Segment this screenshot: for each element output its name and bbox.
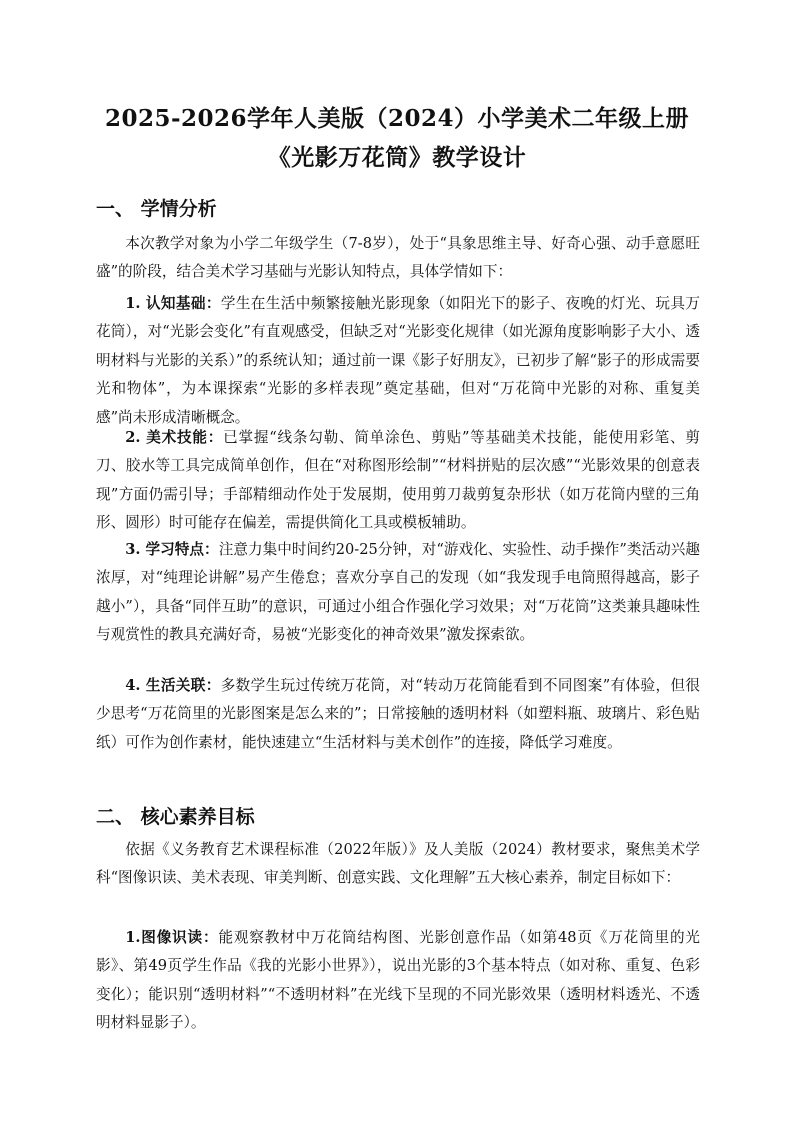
document-title-line-1: 2025-2026学年人美版（2024）小学美术二年级上册 [104, 105, 690, 132]
learner-analysis-item-learning-traits [96, 536, 700, 650]
section-heading-core-literacy-goals: 二、 核心素养目标 [96, 806, 255, 828]
item-label: 2. 美术技能： [125, 429, 224, 446]
item-label: 4. 生活关联： [125, 677, 221, 694]
core-literacy-intro: 依据《义务教育艺术课程标准（2022年版）》及人美版（2024）教材要求，聚焦美术学科“图像识读、美术表现、审美判断、创意实践、文化理解”五大核心素养，制定目标如下： [96, 841, 700, 887]
document-title-line-2: 《光影万花筒》教学设计 [267, 144, 527, 171]
item-text: 已掌握“线条勾勒、简单涂色、剪贴”等基础美术技能，能使用彩笔、剪刀、胶水等工具完成简单创作，但在“对称图形绘制”“材料拼贴的层次感”“光影效果的创意表现”方面仍需引导；手部精细动作处于发展期，使用剪刀裁剪复杂形状（如万花筒内壁的三角形、圆形）时可能存在偏差，需提供简化工具或模板辅助。 [96, 429, 700, 532]
item-label: 3. 学习特点： [125, 541, 219, 558]
item-text: 能观察教材中万花筒结构图、光影创意作品（如第48页《万花筒里的光影》、第49页学生作品《我的光影小世界》），说出光影的3个基本特点（如对称、重复、色彩变化）；能识别“透明材料”“不透明材料”在光线下呈现的不同光影效果（透明材料透光、不透明材料显影子）。 [96, 929, 700, 1032]
item-label: 1.图像识读： [125, 929, 219, 946]
learner-analysis-item-art-skills [96, 424, 700, 538]
item-label: 1. 认知基础： [125, 295, 221, 312]
learner-analysis-item-life-connection [96, 672, 700, 757]
learner-analysis-item-cognitive [96, 290, 700, 432]
item-text: 多数学生玩过传统万花筒，对“转动万花筒能看到不同图案”有体验，但很少思考“万花筒里的光影图案是怎么来的”；日常接触的透明材料（如塑料瓶、玻璃片、彩色贴纸）可作为创作素材，能快速建立“生活材料与美术创作”的连接，降低学习难度。 [96, 677, 700, 751]
learner-analysis-intro: 本次教学对象为小学二年级学生（7-8岁），处于“具象思维主导、好奇心强、动手意愿旺盛”的阶段，结合美术学习基础与光影认知特点，具体学情如下： [96, 235, 700, 281]
core-literacy-item-image-reading [96, 924, 700, 1038]
item-text: 学生在生活中频繁接触光影现象（如阳光下的影子、夜晚的灯光、玩具万花筒），对“光影会变化”有直观感受，但缺乏对“光影变化规律（如光源角度影响影子大小、透明材料与光影的关系）”的系统认知；通过前一课《影子好朋友》，已初步了解“影子的形成需要光和物体”，为本课探索“光影的多样表现”奠定基础，但对“万花筒中光影的对称、重复美感”尚未形成清晰概念。 [96, 295, 700, 426]
item-text: 注意力集中时间约20-25分钟，对“游戏化、实验性、动手操作”类活动兴趣浓厚，对“纯理论讲解”易产生倦怠；喜欢分享自己的发现（如“我发现手电筒照得越高，影子越小”），具备“同伴互助”的意识，可通过小组合作强化学习效果；对“万花筒”这类兼具趣味性与观赏性的教具充满好奇，易被“光影变化的神奇效果”激发探索欲。 [96, 541, 700, 644]
section-heading-learner-analysis: 一、 学情分析 [96, 198, 217, 220]
